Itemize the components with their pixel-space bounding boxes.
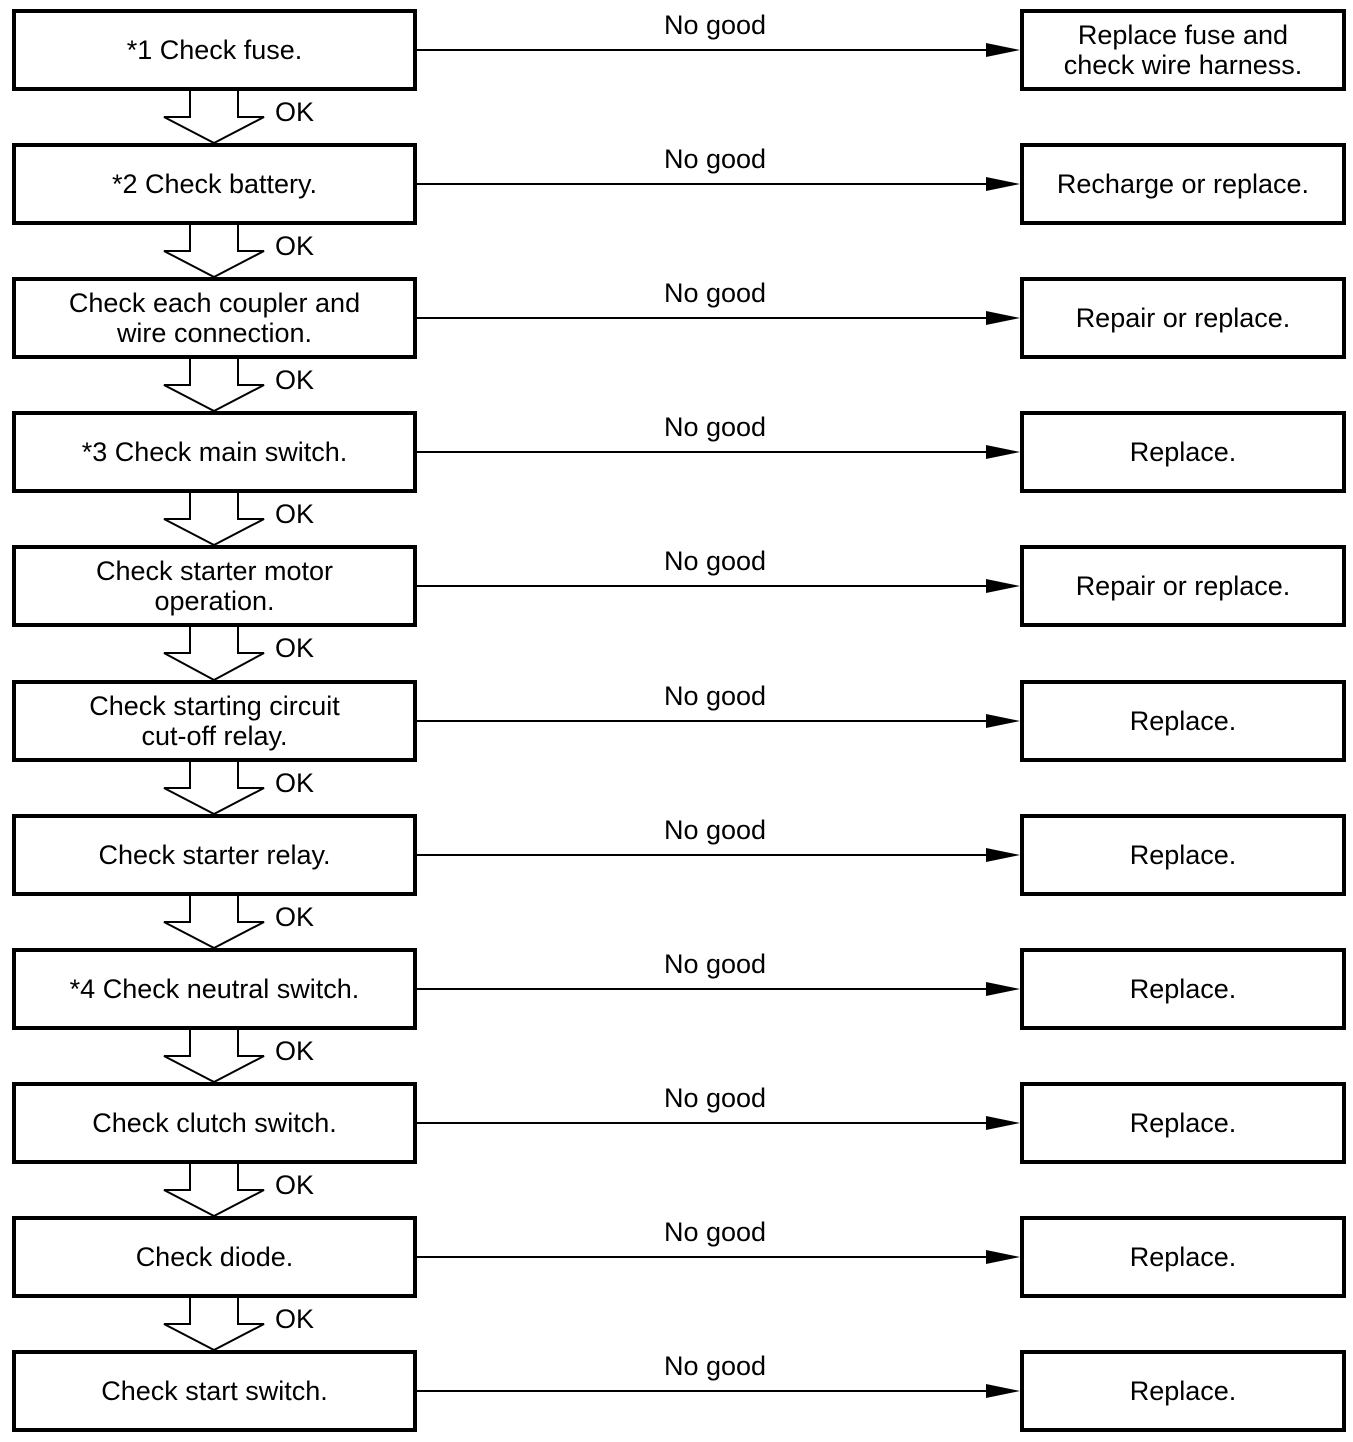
- ok-down-arrow-icon: [164, 493, 264, 545]
- arrowhead-icon: [986, 1116, 1020, 1130]
- ok-label: OK: [275, 365, 315, 395]
- no-good-label: No good: [663, 144, 767, 174]
- no-good-label: No good: [663, 10, 767, 40]
- check-step-box: *1 Check fuse.: [12, 9, 417, 91]
- ok-down-arrow-icon: [164, 359, 264, 411]
- no-good-label: No good: [663, 278, 767, 308]
- no-good-label: No good: [663, 681, 767, 711]
- no-good-label: No good: [663, 412, 767, 442]
- ok-down-arrow-icon: [164, 762, 264, 814]
- remedy-action-box: Repair or replace.: [1020, 277, 1346, 359]
- arrowhead-icon: [986, 43, 1020, 57]
- ok-down-arrow-icon: [164, 91, 264, 143]
- remedy-action-box: Recharge or replace.: [1020, 143, 1346, 225]
- remedy-action-box: Repair or replace.: [1020, 545, 1346, 627]
- no-good-label: No good: [663, 546, 767, 576]
- arrowhead-icon: [986, 848, 1020, 862]
- arrowhead-icon: [986, 1384, 1020, 1398]
- remedy-action-box: Replace.: [1020, 1216, 1346, 1298]
- check-step-box: Check starting circuit cut-off relay.: [12, 680, 417, 762]
- ok-label: OK: [275, 97, 315, 127]
- ok-label: OK: [275, 902, 315, 932]
- ok-label: OK: [275, 633, 315, 663]
- ok-down-arrow-icon: [164, 1164, 264, 1216]
- ok-label: OK: [275, 768, 315, 798]
- arrowhead-icon: [986, 1250, 1020, 1264]
- check-step-box: *2 Check battery.: [12, 143, 417, 225]
- no-good-label: No good: [663, 949, 767, 979]
- no-good-label: No good: [663, 1083, 767, 1113]
- remedy-action-box: Replace.: [1020, 1350, 1346, 1432]
- check-step-box: Check diode.: [12, 1216, 417, 1298]
- ok-label: OK: [275, 1170, 315, 1200]
- remedy-action-box: Replace.: [1020, 680, 1346, 762]
- arrowhead-icon: [986, 982, 1020, 996]
- ok-label: OK: [275, 499, 315, 529]
- check-step-box: Check clutch switch.: [12, 1082, 417, 1164]
- check-step-box: Check starter relay.: [12, 814, 417, 896]
- remedy-action-box: Replace.: [1020, 1082, 1346, 1164]
- check-step-box: *3 Check main switch.: [12, 411, 417, 493]
- remedy-action-box: Replace.: [1020, 411, 1346, 493]
- check-step-box: Check start switch.: [12, 1350, 417, 1432]
- no-good-label: No good: [663, 1217, 767, 1247]
- arrowhead-icon: [986, 579, 1020, 593]
- no-good-label: No good: [663, 1351, 767, 1381]
- ok-down-arrow-icon: [164, 627, 264, 680]
- remedy-action-box: Replace fuse and check wire harness.: [1020, 9, 1346, 91]
- ok-down-arrow-icon: [164, 225, 264, 277]
- ok-down-arrow-icon: [164, 1030, 264, 1082]
- ok-label: OK: [275, 1036, 315, 1066]
- ok-down-arrow-icon: [164, 1298, 264, 1350]
- ok-label: OK: [275, 231, 315, 261]
- ok-down-arrow-icon: [164, 896, 264, 948]
- arrowhead-icon: [986, 311, 1020, 325]
- arrowhead-icon: [986, 714, 1020, 728]
- arrowhead-icon: [986, 445, 1020, 459]
- ok-label: OK: [275, 1304, 315, 1334]
- check-step-box: *4 Check neutral switch.: [12, 948, 417, 1030]
- no-good-label: No good: [663, 815, 767, 845]
- check-step-box: Check starter motor operation.: [12, 545, 417, 627]
- check-step-box: Check each coupler and wire connection.: [12, 277, 417, 359]
- remedy-action-box: Replace.: [1020, 948, 1346, 1030]
- remedy-action-box: Replace.: [1020, 814, 1346, 896]
- arrowhead-icon: [986, 177, 1020, 191]
